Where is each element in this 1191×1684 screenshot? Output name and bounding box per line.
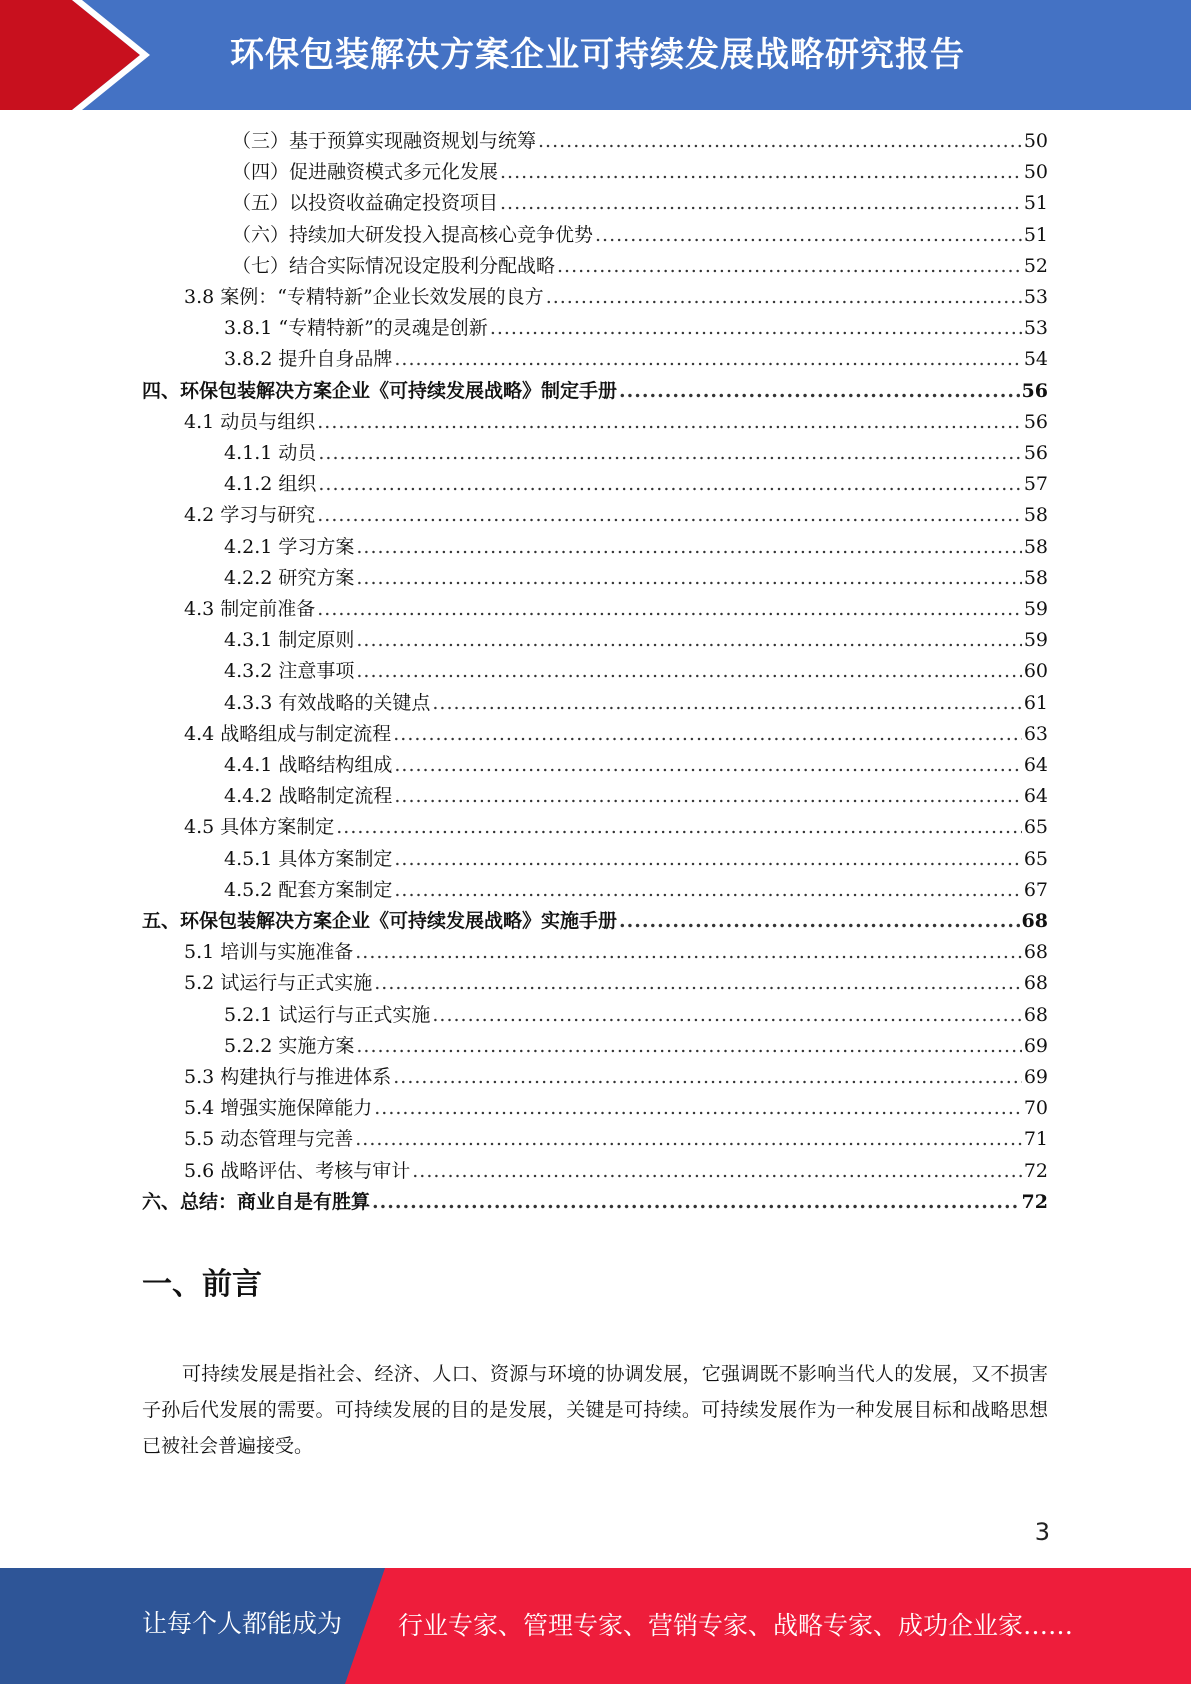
toc-entry-page: 59 xyxy=(1023,598,1048,620)
toc-entry-label: 5.6 战略评估、考核与审计 xyxy=(184,1160,411,1182)
toc-entry-page: 51 xyxy=(1023,192,1048,214)
toc-entry[interactable] xyxy=(184,1062,1048,1093)
toc-entry-page: 69 xyxy=(1023,1066,1048,1088)
toc-entry-label: （三）基于预算实现融资规划与统筹 xyxy=(232,130,537,152)
toc-entry-page: 64 xyxy=(1023,785,1048,807)
toc-dot-leader xyxy=(619,910,1020,932)
toc-entry[interactable] xyxy=(232,157,1048,188)
footer-slogan-left: 让每个人都能成为 xyxy=(142,1609,343,1638)
toc-entry[interactable] xyxy=(184,937,1048,968)
page-header xyxy=(0,0,1191,110)
toc-entry[interactable] xyxy=(184,500,1048,531)
toc-dot-leader xyxy=(595,224,1022,246)
toc-dot-leader xyxy=(355,1128,1022,1150)
toc-entry[interactable] xyxy=(224,532,1048,563)
toc-entry-label: 3.8 案例：“专精特新”企业长效发展的良方 xyxy=(184,286,544,308)
toc-entry-label: 5.3 构建执行与推进体系 xyxy=(184,1066,392,1088)
toc-dot-leader xyxy=(538,130,1022,152)
toc-dot-leader xyxy=(619,380,1020,402)
toc-entry-page: 65 xyxy=(1023,848,1048,870)
toc-dot-leader xyxy=(336,816,1022,838)
toc-dot-leader xyxy=(356,1035,1021,1057)
toc-entry-page: 68 xyxy=(1023,941,1048,963)
toc-entry[interactable] xyxy=(224,688,1048,719)
toc-dot-leader xyxy=(500,161,1022,183)
page-footer xyxy=(0,1568,1191,1684)
toc-entry[interactable] xyxy=(184,407,1048,438)
toc-entry-page: 69 xyxy=(1023,1035,1048,1057)
toc-entry-label: 4.4.2 战略制定流程 xyxy=(224,785,393,807)
header-title: 环保包装解决方案企业可持续发展战略研究报告 xyxy=(230,35,965,75)
toc-dot-leader xyxy=(356,567,1021,589)
toc-entry-label: 4.1.2 组织 xyxy=(224,473,317,495)
toc-dot-leader xyxy=(374,1097,1022,1119)
toc-entry-page: 58 xyxy=(1023,567,1048,589)
toc-entry-page: 71 xyxy=(1023,1128,1048,1150)
toc-entry-page: 56 xyxy=(1023,411,1048,433)
toc-entry[interactable] xyxy=(184,1093,1048,1124)
toc-entry[interactable] xyxy=(184,968,1048,999)
toc-entry-page: 72 xyxy=(1021,1191,1048,1213)
body-paragraph: 可持续发展是指社会、经济、人口、资源与环境的协调发展，它强调既不影响当代人的发展，又不损害子孙后代发展的需要。可持续发展的目的是发展，关键是可持续。可持续发展作为一种发展目标和战略思想已被社会普遍接受。 xyxy=(142,1363,1048,1457)
toc-entry[interactable] xyxy=(232,188,1048,219)
toc-entry[interactable] xyxy=(224,875,1048,906)
toc-entry[interactable] xyxy=(142,376,1048,407)
toc-entry-page: 59 xyxy=(1023,629,1048,651)
toc-entry-label: 5.2 试运行与正式实施 xyxy=(184,972,373,994)
toc-dot-leader xyxy=(318,473,1021,495)
toc-entry-label: 4.5.1 具体方案制定 xyxy=(224,848,393,870)
toc-entry[interactable] xyxy=(224,844,1048,875)
toc-entry-label: 5.1 培训与实施准备 xyxy=(184,941,354,963)
toc-entry-label: 四、环保包装解决方案企业《可持续发展战略》制定手册 xyxy=(142,380,618,402)
toc-entry-label: 六、总结：商业自是有胜算 xyxy=(142,1191,371,1213)
toc-entry-label: （六）持续加大研发投入提高核心竞争优势 xyxy=(232,224,594,246)
toc-entry[interactable] xyxy=(184,1156,1048,1187)
toc-dot-leader xyxy=(394,848,1021,870)
toc-entry-label: 4.2.2 研究方案 xyxy=(224,567,355,589)
toc-dot-leader xyxy=(557,255,1022,277)
toc-entry-label: 4.5 具体方案制定 xyxy=(184,816,335,838)
toc-entry-page: 57 xyxy=(1023,473,1048,495)
toc-entry[interactable] xyxy=(184,1124,1048,1155)
toc-dot-leader xyxy=(317,411,1022,433)
page-number: 3 xyxy=(1034,1518,1050,1546)
toc-entry[interactable] xyxy=(142,906,1048,937)
toc-entry-page: 68 xyxy=(1023,1004,1048,1026)
toc-entry-label: 4.2.1 学习方案 xyxy=(224,536,355,558)
toc-entry-page: 60 xyxy=(1023,660,1048,682)
toc-entry-label: 4.1.1 动员 xyxy=(224,442,317,464)
toc-entry[interactable] xyxy=(232,251,1048,282)
toc-entry[interactable] xyxy=(232,220,1048,251)
toc-dot-leader xyxy=(412,1160,1022,1182)
toc-entry-page: 63 xyxy=(1023,723,1048,745)
toc-entry-page: 68 xyxy=(1023,972,1048,994)
toc-dot-leader xyxy=(394,879,1021,901)
toc-entry-page: 56 xyxy=(1023,442,1048,464)
toc-entry[interactable] xyxy=(184,812,1048,843)
toc-dot-leader xyxy=(318,442,1021,464)
toc-dot-leader xyxy=(356,536,1021,558)
toc-entry-page: 53 xyxy=(1023,286,1048,308)
toc-entry[interactable] xyxy=(224,625,1048,656)
toc-dot-leader xyxy=(356,629,1021,651)
toc-entry[interactable] xyxy=(224,1031,1048,1062)
toc-entry-label: 4.3.1 制定原则 xyxy=(224,629,355,651)
toc-entry[interactable] xyxy=(224,438,1048,469)
toc-entry[interactable] xyxy=(224,469,1048,500)
toc-dot-leader xyxy=(393,723,1022,745)
toc-dot-leader xyxy=(546,286,1022,308)
toc-dot-leader xyxy=(432,1004,1021,1026)
toc-entry-label: 5.4 增强实施保障能力 xyxy=(184,1097,373,1119)
toc-dot-leader xyxy=(393,1066,1022,1088)
toc-entry-label: 3.8.1 “专精特新”的灵魂是创新 xyxy=(224,317,488,339)
toc-entry-page: 56 xyxy=(1021,380,1048,402)
toc-dot-leader xyxy=(317,504,1022,526)
toc-entry-page: 51 xyxy=(1023,224,1048,246)
toc-dot-leader xyxy=(317,598,1022,620)
toc-entry-label: 4.4.1 战略结构组成 xyxy=(224,754,393,776)
toc-dot-leader xyxy=(490,317,1022,339)
toc-entry-label: 4.1 动员与组织 xyxy=(184,411,316,433)
toc-entry[interactable] xyxy=(224,781,1048,812)
toc-entry-label: 五、环保包装解决方案企业《可持续发展战略》实施手册 xyxy=(142,910,618,932)
toc-entry-label: 4.3 制定前准备 xyxy=(184,598,316,620)
toc-entry-label: 4.5.2 配套方案制定 xyxy=(224,879,393,901)
toc-entry-page: 72 xyxy=(1023,1160,1048,1182)
toc-entry-page: 65 xyxy=(1023,816,1048,838)
toc-entry[interactable] xyxy=(224,563,1048,594)
toc-entry-page: 64 xyxy=(1023,754,1048,776)
toc-entry[interactable] xyxy=(224,656,1048,687)
toc-entry[interactable] xyxy=(224,750,1048,781)
toc-entry[interactable] xyxy=(142,1187,1048,1218)
toc-entry-page: 58 xyxy=(1023,504,1048,526)
toc-entry-label: （五）以投资收益确定投资项目 xyxy=(232,192,499,214)
toc-entry-page: 67 xyxy=(1023,879,1048,901)
toc-entry-page: 61 xyxy=(1023,692,1048,714)
toc-dot-leader xyxy=(372,1191,1020,1213)
toc-entry-label: 4.3.2 注意事项 xyxy=(224,660,355,682)
toc-entry-page: 50 xyxy=(1023,161,1048,183)
toc-dot-leader xyxy=(374,972,1022,994)
toc-entry-page: 52 xyxy=(1023,255,1048,277)
toc-dot-leader xyxy=(355,941,1022,963)
section-heading: 一、前言 xyxy=(142,1267,262,1302)
toc-entry-page: 50 xyxy=(1023,130,1048,152)
toc-entry-label: （四）促进融资模式多元化发展 xyxy=(232,161,499,183)
toc-entry[interactable] xyxy=(184,594,1048,625)
toc-dot-leader xyxy=(432,692,1021,714)
footer-slogan-right: 行业专家、管理专家、营销专家、战略专家、成功企业家…… xyxy=(398,1611,1074,1640)
toc-entry[interactable] xyxy=(224,1000,1048,1031)
toc-entry-page: 70 xyxy=(1023,1097,1048,1119)
toc-entry-label: 4.3.3 有效战略的关键点 xyxy=(224,692,431,714)
toc-entry[interactable] xyxy=(184,719,1048,750)
toc-entry-page: 54 xyxy=(1023,348,1048,370)
header-chevron-red xyxy=(0,0,140,110)
toc-dot-leader xyxy=(394,754,1021,776)
toc-entry-label: 4.2 学习与研究 xyxy=(184,504,316,526)
toc-entry-label: 3.8.2 提升自身品牌 xyxy=(224,348,393,370)
toc-entry[interactable] xyxy=(232,126,1048,157)
toc-entry[interactable] xyxy=(224,344,1048,375)
toc-dot-leader xyxy=(500,192,1022,214)
toc-entry-page: 68 xyxy=(1021,910,1048,932)
toc-dot-leader xyxy=(356,660,1021,682)
toc-entry-page: 53 xyxy=(1023,317,1048,339)
toc-dot-leader xyxy=(394,785,1021,807)
toc-entry-label: 5.2.1 试运行与正式实施 xyxy=(224,1004,431,1026)
toc-entry-label: 5.2.2 实施方案 xyxy=(224,1035,355,1057)
toc-entry[interactable] xyxy=(224,313,1048,344)
toc-dot-leader xyxy=(394,348,1021,370)
toc-entry[interactable] xyxy=(184,282,1048,313)
toc-entry-label: 4.4 战略组成与制定流程 xyxy=(184,723,392,745)
toc-entry-label: 5.5 动态管理与完善 xyxy=(184,1128,354,1150)
toc-entry-page: 58 xyxy=(1023,536,1048,558)
toc-entry-label: （七）结合实际情况设定股利分配战略 xyxy=(232,255,556,277)
